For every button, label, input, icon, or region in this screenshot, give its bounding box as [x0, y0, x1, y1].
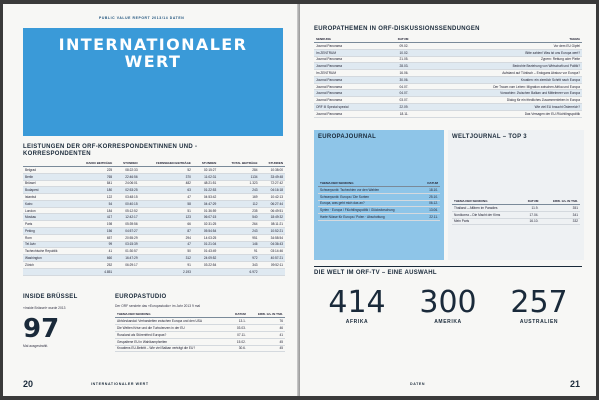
table-cell: 04:16:18 — [260, 187, 285, 194]
europajournal-row — [318, 200, 440, 207]
weltjournal-row — [452, 205, 580, 212]
table-cell: 01:22:53 — [193, 187, 218, 194]
correspondents-table — [23, 160, 285, 276]
table-cell: 48:21:51 — [193, 180, 218, 187]
table-cell: 972 — [218, 255, 259, 262]
table-cell: Belgrad — [23, 167, 73, 174]
table-cell: 24:09:52 — [193, 255, 218, 262]
table-cell: Journal Panorama — [314, 83, 383, 90]
correspondents-row — [23, 228, 285, 235]
table-cell: 21.05. — [383, 56, 411, 63]
table-cell: 06:07:15 — [193, 214, 218, 221]
table-cell: 112 — [218, 200, 259, 207]
table-cell: Der Traum vom Leben: Migration zwischen Afrika und Europa — [410, 83, 582, 90]
footer-label-right: DATEN — [410, 382, 426, 386]
table-cell: 11.9. — [520, 205, 540, 212]
correspondents-row — [23, 248, 285, 255]
inside-bruessel-number: 97 — [23, 314, 60, 345]
table-cell: 28.03. — [383, 63, 411, 70]
europathemen-row — [314, 90, 582, 97]
stat-afrika-label: AFRIKA — [345, 319, 369, 325]
correspondents-row — [23, 241, 285, 248]
europathemen-row — [314, 56, 582, 63]
table-cell: 332 — [540, 218, 580, 225]
hero-title: INTERNATIONALER WERT — [58, 35, 248, 71]
table-cell: 06:29:17 — [114, 261, 139, 268]
table-cell: 30.6. — [229, 345, 248, 352]
table-cell: 264 — [218, 221, 259, 228]
table-cell: Nordkorea – Die Macht der Kims — [452, 211, 520, 218]
europathemen-row — [314, 97, 582, 104]
inside-bruessel-caption: Mal ausgestrahlt. — [23, 344, 49, 349]
stat-amerika — [405, 285, 491, 325]
europajournal-box — [314, 130, 444, 260]
table-cell: Vor dem EU Gipfel — [410, 43, 582, 50]
table-cell: 12:42:17 — [114, 214, 139, 221]
table-cell: 05:12:52 — [114, 207, 139, 214]
table-cell: 87 — [140, 228, 193, 235]
left-page — [3, 4, 299, 396]
table-cell: 91 — [218, 248, 259, 255]
table-cell: Harte Nüsse für Europa / Polen · Abschottung — [318, 214, 421, 221]
table-cell: 52 — [140, 167, 193, 174]
stat-australien — [496, 285, 582, 325]
europathemen-row — [314, 104, 582, 111]
table-cell: 06:49:51 — [260, 207, 285, 214]
table-cell: Rom — [23, 234, 73, 241]
table-cell: 13.1. — [229, 318, 248, 325]
table-cell: 91 — [140, 261, 193, 268]
table-cell: 47 — [140, 241, 193, 248]
table-cell: 243 — [218, 228, 259, 235]
table-cell: 243 — [218, 187, 259, 194]
table-cell: Thailand – Affären im Paradies — [452, 205, 520, 212]
table-cell: 03:48:15 — [114, 194, 139, 201]
correspondents-row — [23, 173, 285, 180]
correspondents-row — [23, 214, 285, 221]
weltjournal-row — [452, 218, 580, 225]
table-cell: 16.06. — [383, 70, 411, 77]
table-cell: 312 — [140, 255, 193, 262]
table-cell: 06:27:44 — [260, 200, 285, 207]
europathemen-row — [314, 49, 582, 56]
table-cell: 16:47:29 — [114, 255, 139, 262]
table-cell: Bedrohte Beziehung von Wirtschaft und Politik? — [410, 63, 582, 70]
table-cell: Schwerpunkt: Europa / Die Sorben — [318, 193, 421, 200]
table-cell: 51 — [140, 207, 193, 214]
table-cell: 156 — [73, 228, 114, 235]
table-cell: 02:31:25 — [193, 221, 218, 228]
table-cell: 18.10. — [421, 187, 440, 194]
table-cell: 01:21:04 — [193, 241, 218, 248]
column-header: DATUM — [383, 36, 411, 43]
table-cell: 765 — [73, 173, 114, 180]
table-cell: 09:52:11 — [260, 261, 285, 268]
table-cell: 72:27:42 — [260, 180, 285, 187]
table-cell: ORF III Spezial spezial — [314, 104, 383, 111]
right-page — [300, 4, 596, 396]
column-header: DATUM — [421, 180, 440, 187]
europathemen-title: EUROPATHEMEN IN ORF-DISKUSSIONSSENDUNGEN — [314, 26, 480, 32]
table-cell: 169 — [218, 194, 259, 201]
inside-bruessel-box — [23, 294, 93, 349]
table-cell: 4.851 — [73, 268, 114, 275]
table-cell: 6.972 — [218, 268, 259, 275]
table-cell: Dialog für ein friedliches Zusammenleben in Europa — [410, 97, 582, 104]
table-cell — [114, 268, 139, 275]
table-cell: 22:46:56 — [114, 173, 139, 180]
table-cell: Tel Aviv — [23, 241, 73, 248]
europastudio-table — [115, 311, 285, 352]
section-divider — [314, 266, 582, 267]
table-cell: 47 — [140, 194, 193, 201]
table-cell: Tschechische Republik — [23, 248, 73, 255]
column-header: THEMA DER SENDUNG — [115, 311, 229, 318]
table-cell: 05:39:56 — [114, 221, 139, 228]
correspondents-row — [23, 255, 285, 262]
table-cell: 184 — [73, 207, 114, 214]
europathemen-row — [314, 43, 582, 50]
correspondents-row — [23, 268, 285, 275]
correspondents-row — [23, 187, 285, 194]
table-cell: 03:15:39 — [114, 241, 139, 248]
table-cell: Journal Panorama — [314, 90, 383, 97]
table-cell: Vorwahlen: Zwischen Balkan und Mittelmeer von Europa — [410, 90, 582, 97]
europathemen-row — [314, 83, 582, 90]
table-cell: Journal Panorama — [314, 76, 383, 83]
column-header: THEMA — [410, 36, 582, 43]
table-cell: 17.04. — [520, 211, 540, 218]
correspondents-row — [23, 261, 285, 268]
table-cell: 02:53:25 — [114, 187, 139, 194]
table-cell: 24:06:01 — [114, 180, 139, 187]
table-cell: 294 — [140, 234, 193, 241]
table-cell: 04:36:43 — [260, 241, 285, 248]
table-cell: 10.02. — [383, 49, 411, 56]
table-cell: 235 — [218, 207, 259, 214]
column-header: THEMA DER SENDUNG — [452, 198, 520, 205]
table-cell: 45 — [248, 345, 285, 352]
table-cell: 11:02:31 — [193, 173, 218, 180]
table-cell: Europa, was geht mich das an? — [318, 200, 421, 207]
table-cell: 198 — [73, 221, 114, 228]
table-cell: 1.323 — [218, 180, 259, 187]
table-cell: 04:53:42 — [193, 194, 218, 201]
europajournal-row — [318, 214, 440, 221]
table-cell: Kroatien: ein ziemlich Schritt nach Europa — [410, 76, 582, 83]
table-cell: 351 — [540, 205, 580, 212]
table-cell: Journal Panorama — [314, 43, 383, 50]
europastudio-row — [115, 345, 285, 352]
table-cell: 30.06. — [383, 76, 411, 83]
column-header: ERW. 12+ IN TSD. — [248, 311, 285, 318]
correspondents-row — [23, 207, 285, 214]
table-cell: Im ZENTRUM — [314, 70, 383, 77]
stat-amerika-label: AMERIKA — [434, 319, 462, 325]
stat-afrika — [314, 285, 400, 325]
inside-bruessel-subtitle: «Inside Brüssel» wurde 2013 — [23, 306, 66, 310]
europastudio-row — [115, 338, 285, 345]
welt-title: DIE WELT IM ORF-TV – EINE AUSWAHL — [314, 270, 437, 276]
table-cell: Die Welten Krise und die Turbulenzen in der EU — [115, 325, 229, 332]
table-cell: 09.02. — [383, 43, 411, 50]
europathemen-row — [314, 70, 582, 77]
table-cell: Bitte zahlen! Was ist uns Europa wert? — [410, 49, 582, 56]
table-cell: 99 — [73, 241, 114, 248]
table-cell: 07.11. — [229, 331, 248, 338]
table-cell: 417 — [73, 214, 114, 221]
table-cell: 08:22:33 — [114, 167, 139, 174]
table-cell: 16.10. — [520, 218, 540, 225]
table-cell: 01:43:49 — [193, 248, 218, 255]
column-header: THEMA DER SENDUNG — [318, 180, 421, 187]
europastudio-row — [115, 325, 285, 332]
table-cell: 58 — [140, 200, 193, 207]
table-cell: 10:52:21 — [260, 228, 285, 235]
table-cell: 180 — [73, 187, 114, 194]
table-cell: 03.03. — [229, 325, 248, 332]
weltjournal-box — [448, 130, 584, 260]
table-cell: 01:36:59 — [193, 207, 218, 214]
table-cell: 20:55:29 — [114, 234, 139, 241]
correspondents-row — [23, 167, 285, 174]
table-cell: 41 — [73, 248, 114, 255]
table-cell: 34:58:54 — [260, 234, 285, 241]
weltjournal-table — [452, 198, 580, 225]
table-cell: 1134 — [218, 173, 259, 180]
table-cell: Wie viel EU braucht Österreich? — [410, 104, 582, 111]
table-cell: Gespaltene EU in Wahlkampfzeiten — [115, 338, 229, 345]
table-cell: Russland als Störenfried Europas? — [115, 331, 229, 338]
table-cell: 370 — [140, 173, 193, 180]
table-cell: Zypern: Rettung oder Pleite — [410, 56, 582, 63]
europajournal-title: EUROPAJOURNAL — [318, 134, 377, 140]
table-cell: Aufstand auf Türkisch – Erdogans Absturz vor Europa? — [410, 70, 582, 77]
table-cell: 13.06. — [421, 207, 440, 214]
weltjournal-row — [452, 211, 580, 218]
table-cell: Im ZENTRUM — [314, 49, 383, 56]
table-cell: 46 — [248, 325, 285, 332]
table-cell: 15.02. — [229, 338, 248, 345]
europathemen-row — [314, 110, 582, 117]
table-cell — [193, 268, 218, 275]
table-cell: 08:11:21 — [260, 221, 285, 228]
table-cell: 123 — [140, 214, 193, 221]
table-cell: 66 — [140, 221, 193, 228]
table-cell: 03:22:54 — [193, 261, 218, 268]
table-cell: 40:57:21 — [260, 255, 285, 262]
correspondents-row — [23, 180, 285, 187]
table-cell: 25.10. — [421, 193, 440, 200]
hero-box — [23, 28, 283, 136]
table-cell: 18.11. — [383, 110, 411, 117]
table-cell: Washington — [23, 255, 73, 262]
correspondents-title: LEISTUNGEN DER ORF-KORRESPONDENTINNEN UND -KORRESPONDENTEN — [23, 144, 198, 157]
table-cell: Das Versagen der EU-Flüchtlingspolitik — [410, 110, 582, 117]
weltjournal-title: WELTJOURNAL – TOP 3 — [452, 134, 527, 140]
table-cell: 04:57:27 — [114, 228, 139, 235]
table-cell: Berlin — [23, 173, 73, 180]
table-cell: Zürich — [23, 261, 73, 268]
table-cell: 00:40:15 — [114, 200, 139, 207]
table-cell: 54 — [73, 200, 114, 207]
table-cell: 146 — [218, 241, 259, 248]
table-cell: 343 — [218, 261, 259, 268]
table-cell: 657 — [73, 234, 114, 241]
column-header: STUNDEN — [114, 160, 139, 167]
europathemen-row — [314, 63, 582, 70]
stat-amerika-number: 300 — [419, 285, 477, 320]
table-cell: 341 — [540, 211, 580, 218]
column-header: RADIO BEITRÄGE — [73, 160, 114, 167]
table-cell: 18:49:32 — [260, 214, 285, 221]
europajournal-row — [318, 193, 440, 200]
table-cell: Kairo — [23, 200, 73, 207]
column-header: STUNDEN — [193, 160, 218, 167]
page-number-left: 20 — [23, 379, 34, 389]
correspondents-row — [23, 221, 285, 228]
table-cell — [260, 268, 285, 275]
correspondents-row — [23, 234, 285, 241]
table-cell: Moskau — [23, 214, 73, 221]
table-cell: 63 — [140, 187, 193, 194]
europajournal-table — [318, 180, 440, 221]
table-cell: 10:38:00 — [260, 167, 285, 174]
table-cell: 22.09. — [383, 104, 411, 111]
table-cell: Schwerpunkt: Tschechien vor den Wahlen — [318, 187, 421, 194]
table-cell: Mein Paris — [452, 218, 520, 225]
table-cell: 2.193 — [140, 268, 193, 275]
table-cell: Brüssel — [23, 180, 73, 187]
europajournal-row — [318, 207, 440, 214]
stat-australien-label: AUSTRALIEN — [519, 319, 559, 325]
table-cell: 76 — [248, 318, 285, 325]
table-cell: 252 — [73, 261, 114, 268]
europastudio-row — [115, 318, 285, 325]
europastudio-title: EUROPASTUDIO — [115, 294, 167, 300]
inside-bruessel-title: INSIDE BRÜSSEL — [23, 294, 78, 300]
table-cell: 50 — [140, 248, 193, 255]
table-cell: 06.12. — [421, 200, 440, 207]
stat-australien-number: 257 — [510, 285, 568, 320]
europastudio-intro: Der ORF sendete das «Europastudio» im Jahr 2013 9 mal — [115, 304, 201, 308]
table-cell: 41 — [248, 331, 285, 338]
table-cell: 02:15:27 — [193, 167, 218, 174]
table-cell: Istanbul — [23, 194, 73, 201]
column-header: FERNSEHEN BEITRÄGE — [140, 160, 193, 167]
europathemen-row — [314, 76, 582, 83]
table-cell: 841 — [73, 180, 114, 187]
column-header: ERW. 12+ IN TSD. — [540, 198, 580, 205]
table-cell: 284 — [218, 167, 259, 174]
stat-afrika-number: 414 — [328, 285, 386, 320]
europathemen-table — [314, 36, 582, 118]
table-cell: 01:30:57 — [114, 248, 139, 255]
column-header: DATUM — [229, 311, 248, 318]
table-cell: 33:49:48 — [260, 173, 285, 180]
table-cell: Peking — [23, 228, 73, 235]
table-cell: 05:54:54 — [193, 228, 218, 235]
table-cell: Budapest — [23, 187, 73, 194]
table-cell: 14:03:25 — [193, 234, 218, 241]
table-cell: 540 — [218, 214, 259, 221]
table-cell: Paris — [23, 221, 73, 228]
table-cell: Kroatiens EU-Beitritt – Wie viel Balkan verträgt die EU? — [115, 345, 229, 352]
column-header: TOTAL BEITRÄGE — [218, 160, 259, 167]
table-cell: London — [23, 207, 73, 214]
column-header: STUNDEN — [260, 160, 285, 167]
running-head: PUBLIC VALUE REPORT 2013/14 DATEN — [99, 16, 185, 20]
europastudio-box — [115, 294, 287, 352]
column-header: SENDUNG — [314, 36, 383, 43]
column-header: DATUM — [520, 198, 540, 205]
footer-label-left: INTERNATIONALER WERT — [91, 382, 149, 386]
table-cell: 482 — [140, 180, 193, 187]
table-cell: Journal Panorama — [314, 97, 383, 104]
table-cell: 660 — [73, 255, 114, 262]
table-cell: 225 — [73, 167, 114, 174]
page-number-right: 21 — [569, 379, 580, 389]
table-cell: Journal Panorama — [314, 110, 383, 117]
table-cell: Journal Panorama — [314, 56, 383, 63]
table-cell: 04:47:29 — [193, 200, 218, 207]
table-cell: 03.07. — [383, 97, 411, 104]
table-cell: Syrien · Europa / Flüchtlingspolitik / Glücksforschung — [318, 207, 421, 214]
europastudio-row — [115, 331, 285, 338]
table-cell: Abhörskandal: Verhandelten zwischen Europa und den USA — [115, 318, 229, 325]
table-cell: 03:14:46 — [260, 248, 285, 255]
table-cell: 22.11. — [421, 214, 440, 221]
table-cell: 122 — [73, 194, 114, 201]
europajournal-row — [318, 187, 440, 194]
correspondents-row — [23, 200, 285, 207]
table-cell: 04.07. — [383, 83, 411, 90]
correspondents-row — [23, 194, 285, 201]
table-cell: 45 — [248, 338, 285, 345]
table-cell: 04.07. — [383, 90, 411, 97]
table-cell: 10:42:13 — [260, 194, 285, 201]
table-cell — [23, 268, 73, 275]
table-cell: 951 — [218, 234, 259, 241]
table-cell: Journal Panorama — [314, 63, 383, 70]
